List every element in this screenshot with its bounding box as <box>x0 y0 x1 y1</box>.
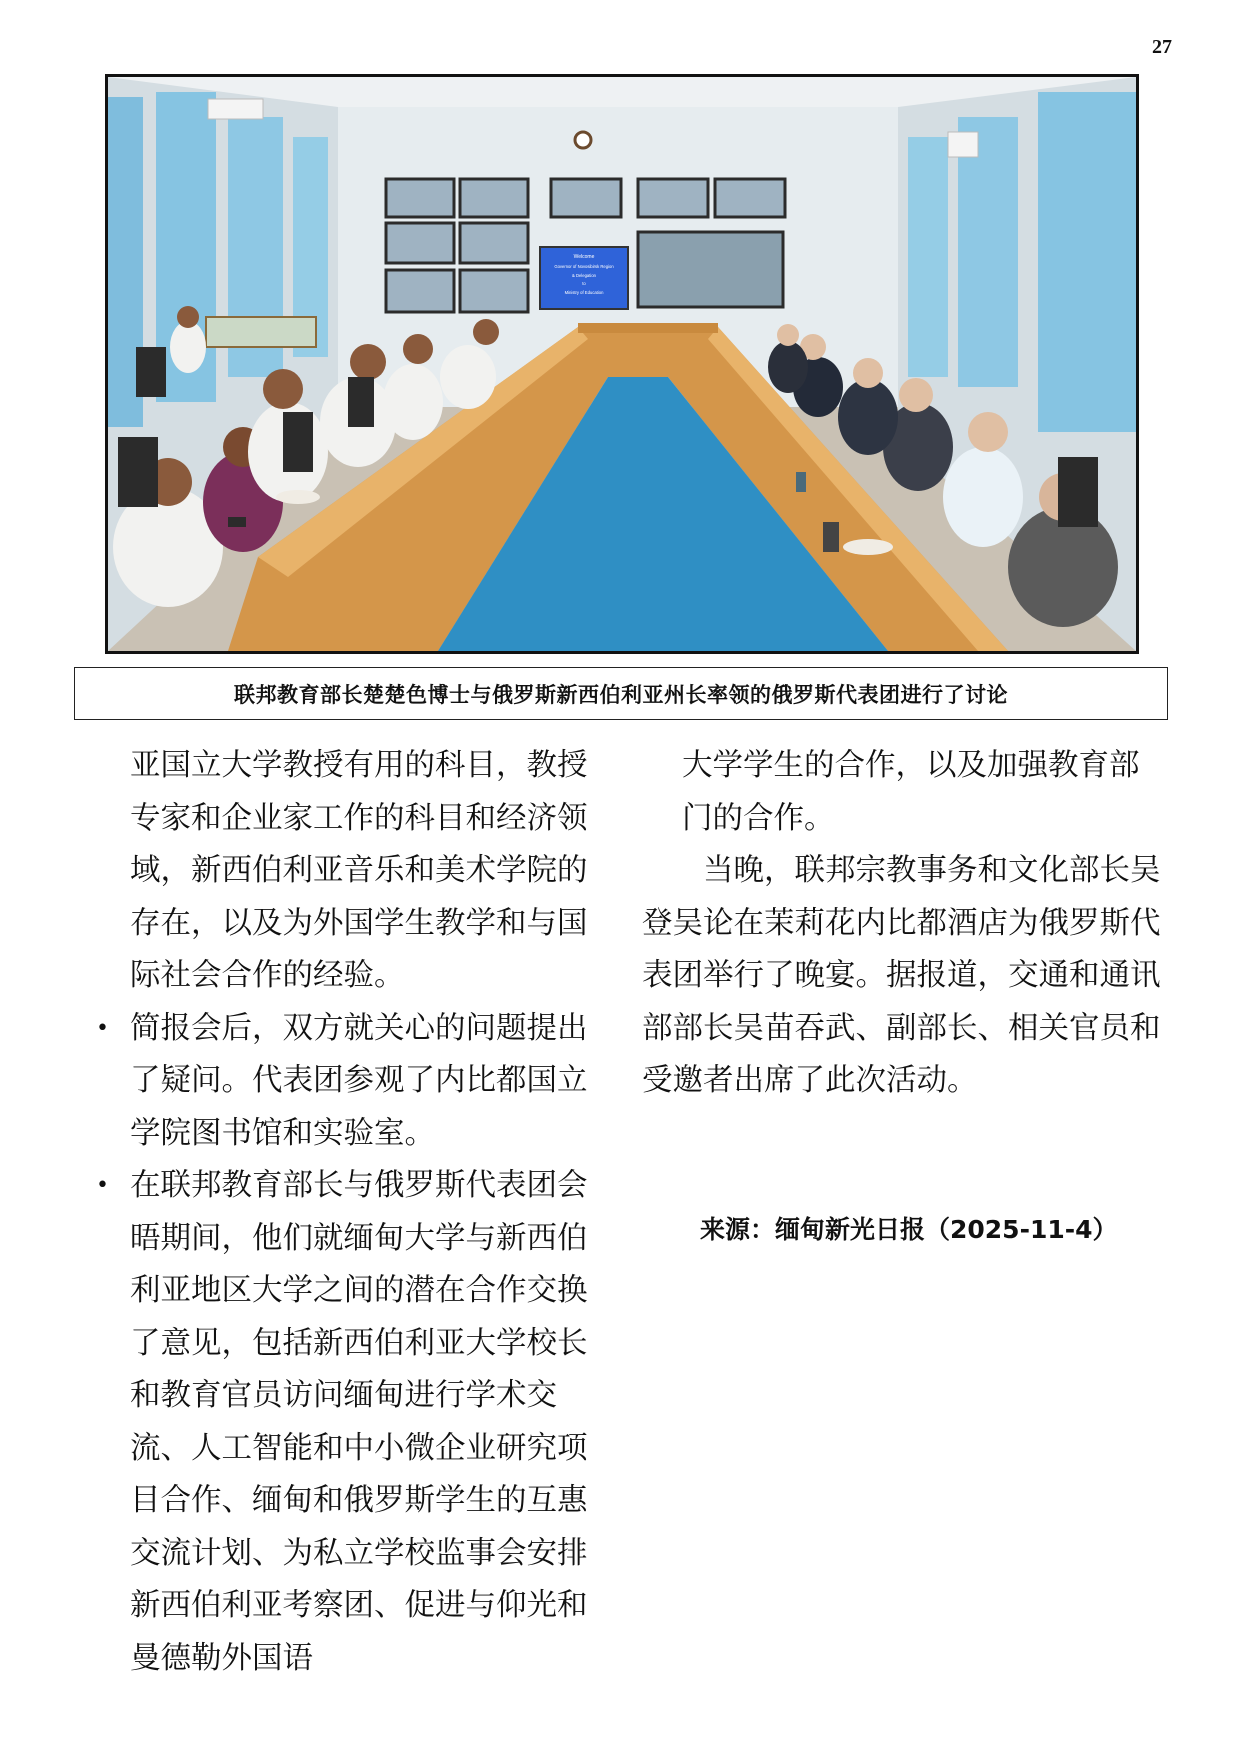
bullet-item-2 <box>96 1160 610 1685</box>
bullet-icon: • <box>96 1015 109 1041</box>
source-attribution: 来源：缅甸新光日报（2025-11-4） <box>700 1215 1118 1244</box>
photo-caption: 联邦教育部长楚楚色博士与俄罗斯新西伯利亚州长率领的俄罗斯代表团进行了讨论 <box>74 667 1168 720</box>
svg-text:Governor of Novosibirsk Region: Governor of Novosibirsk Region <box>554 264 614 269</box>
right-column <box>642 740 1162 1108</box>
svg-text:& Delegation: & Delegation <box>572 273 596 278</box>
meeting-photo-illustration <box>108 77 1136 651</box>
left-paragraph-1: 亚国立大学教授有用的科目，教授专家和企业家工作的科目和经济领域，新西伯利亚音乐和美术学院的存在，以及为外国学生教学和与国际社会合作的经验。 <box>130 748 588 993</box>
svg-text:Welcome: Welcome <box>573 254 595 260</box>
left-column <box>96 740 610 1685</box>
welcome-screen <box>540 247 628 309</box>
right-paragraph-1: 大学学生的合作，以及加强教育部门的合作。 <box>682 748 1140 836</box>
svg-text:to: to <box>582 281 586 286</box>
meeting-photo <box>105 74 1139 654</box>
bullet-text-2: 在联邦教育部长与俄罗斯代表团会晤期间，他们就缅甸大学与新西伯利亚地区大学之间的潜在合作交换了意见，包括新西伯利亚大学校长和教育官员访问缅甸进行学术交流、人工智能和中小微企业研究项目合作、缅甸和俄罗斯学生的互惠交流计划、为私立学校监事会安排新西伯利亚考察团、促进与仰光和曼德勒外国语 <box>130 1168 588 1676</box>
page-number: 27 <box>1152 36 1172 58</box>
bullet-item-1 <box>96 1003 610 1161</box>
bullet-icon: • <box>96 1173 109 1198</box>
svg-text:Ministry of Education: Ministry of Education <box>564 290 604 295</box>
right-paragraph-2: 当晚，联邦宗教事务和文化部长吴登吴论在茉莉花内比都酒店为俄罗斯代表团举行了晚宴。据报道，交通和通讯部部长吴苗吞武、副部长、相关官员和受邀者出席了此次活动。 <box>642 853 1161 1098</box>
bullet-text-1: 简报会后，双方就关心的问题提出了疑问。代表团参观了内比都国立学院图书馆和实验室。 <box>130 1010 588 1151</box>
